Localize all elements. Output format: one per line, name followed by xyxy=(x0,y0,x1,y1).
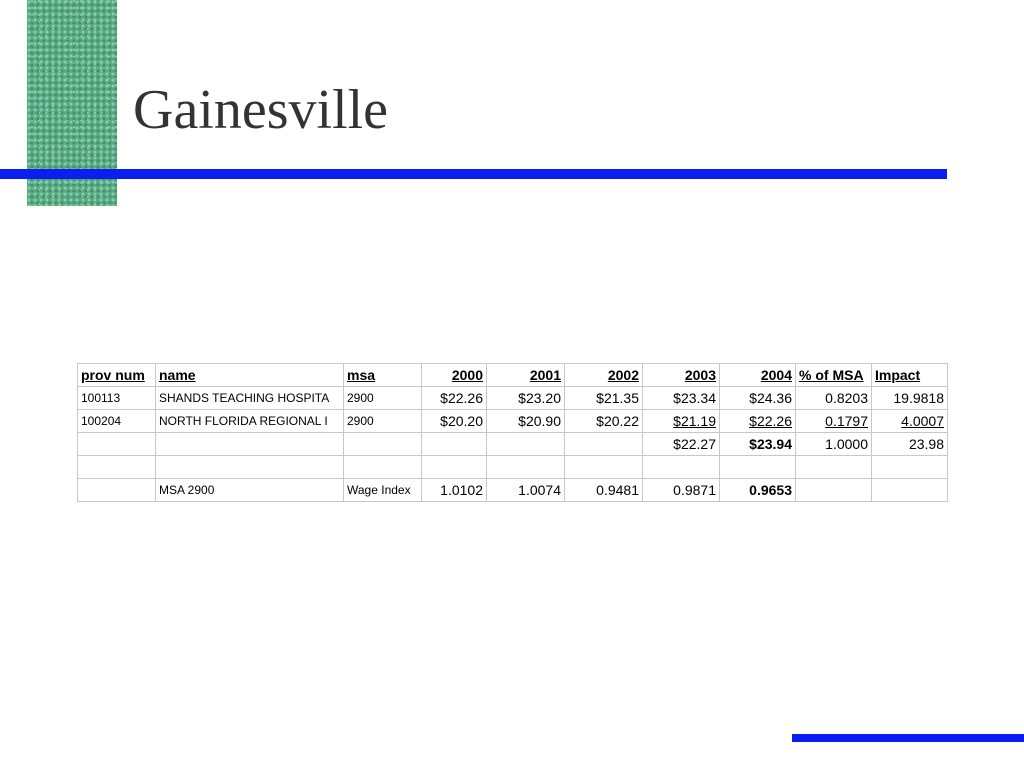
cell-2003: $21.19 xyxy=(643,410,720,433)
cell-empty xyxy=(78,433,156,456)
cell-name: SHANDS TEACHING HOSPITA xyxy=(156,387,344,410)
cell-2002-index: 0.9481 xyxy=(565,479,643,502)
header-impact: Impact xyxy=(872,364,948,387)
cell-empty xyxy=(720,456,796,479)
cell-msa: 2900 xyxy=(344,387,422,410)
cell-empty xyxy=(487,456,565,479)
cell-empty xyxy=(796,456,872,479)
cell-empty xyxy=(422,456,487,479)
header-2000: 2000 xyxy=(422,364,487,387)
cell-empty xyxy=(422,433,487,456)
cell-2003-index: 0.9871 xyxy=(643,479,720,502)
header-2004: 2004 xyxy=(720,364,796,387)
cell-empty xyxy=(872,479,948,502)
cell-2000: $20.20 xyxy=(422,410,487,433)
table-row xyxy=(78,410,948,433)
cell-prov-num: 100204 xyxy=(78,410,156,433)
cell-wage-index-label: Wage Index xyxy=(344,479,422,502)
title-underline-rule xyxy=(0,169,947,179)
cell-empty xyxy=(156,456,344,479)
cell-impact-total: 23.98 xyxy=(872,433,948,456)
header-msa: msa xyxy=(344,364,422,387)
cell-prov-num: 100113 xyxy=(78,387,156,410)
cell-2002: $21.35 xyxy=(565,387,643,410)
cell-empty xyxy=(643,456,720,479)
cell-impact: 4.0007 xyxy=(872,410,948,433)
blank-row xyxy=(78,456,948,479)
cell-msa-label: MSA 2900 xyxy=(156,479,344,502)
cell-2004: $22.26 xyxy=(720,410,796,433)
totals-row xyxy=(78,433,948,456)
cell-name: NORTH FLORIDA REGIONAL I xyxy=(156,410,344,433)
cell-2004-index: 0.9653 xyxy=(720,479,796,502)
cell-empty xyxy=(796,479,872,502)
header-2001: 2001 xyxy=(487,364,565,387)
cell-2003: $23.34 xyxy=(643,387,720,410)
slide-title: Gainesville xyxy=(133,79,389,141)
cell-empty xyxy=(565,456,643,479)
cell-pct-msa: 0.1797 xyxy=(796,410,872,433)
cell-2002: $20.22 xyxy=(565,410,643,433)
cell-2000-index: 1.0102 xyxy=(422,479,487,502)
cell-empty xyxy=(487,433,565,456)
header-row xyxy=(78,364,948,387)
cell-pct-msa: 0.8203 xyxy=(796,387,872,410)
wage-table xyxy=(77,363,948,502)
wage-index-row xyxy=(78,479,948,502)
header-name: name xyxy=(156,364,344,387)
cell-msa: 2900 xyxy=(344,410,422,433)
header-prov-num: prov num xyxy=(78,364,156,387)
cell-empty xyxy=(78,456,156,479)
cell-empty xyxy=(344,433,422,456)
cell-2004: $24.36 xyxy=(720,387,796,410)
cell-empty xyxy=(565,433,643,456)
cell-empty xyxy=(872,456,948,479)
cell-2003-total: $22.27 xyxy=(643,433,720,456)
cell-empty xyxy=(78,479,156,502)
header-pct-msa: % of MSA xyxy=(796,364,872,387)
cell-2001: $20.90 xyxy=(487,410,565,433)
cell-2004-total: $23.94 xyxy=(720,433,796,456)
cell-2000: $22.26 xyxy=(422,387,487,410)
cell-pct-msa-total: 1.0000 xyxy=(796,433,872,456)
cell-2001-index: 1.0074 xyxy=(487,479,565,502)
header-2002: 2002 xyxy=(565,364,643,387)
table-row xyxy=(78,387,948,410)
footer-rule xyxy=(792,734,1024,742)
cell-impact: 19.9818 xyxy=(872,387,948,410)
cell-empty xyxy=(156,433,344,456)
header-2003: 2003 xyxy=(643,364,720,387)
cell-empty xyxy=(344,456,422,479)
cell-2001: $23.20 xyxy=(487,387,565,410)
